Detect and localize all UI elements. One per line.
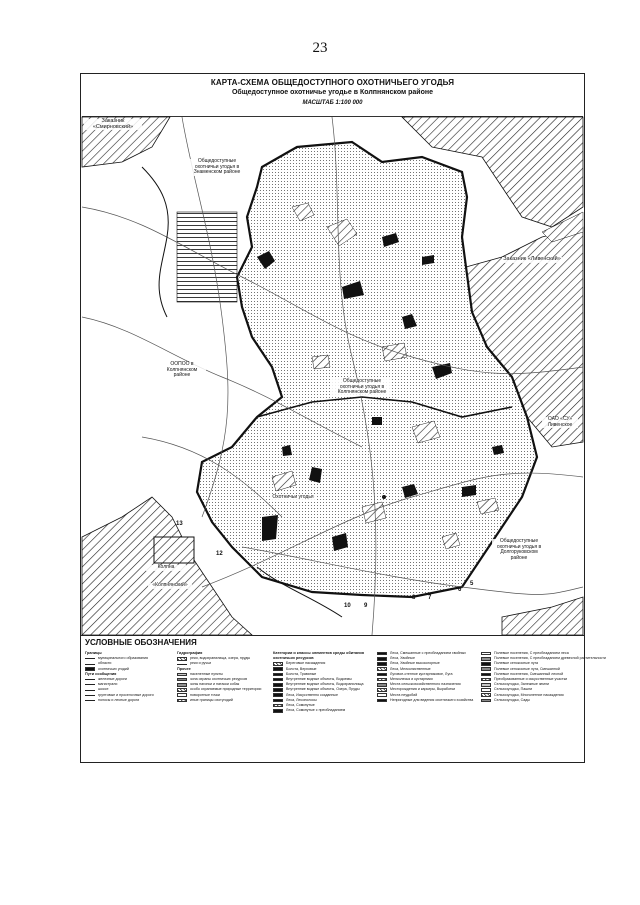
map-sheet [80,73,606,763]
legend-title: УСЛОВНЫЕ ОБОЗНАЧЕНИЯ [85,638,197,647]
legend-label: области [98,661,112,666]
swatch [377,678,387,682]
swatch [177,664,187,665]
swatch [377,673,387,677]
legend-col-4 [377,651,477,703]
swatch [85,658,95,659]
legend-label: Леса, Мелколиственные [390,666,431,671]
legend-label: охотничьих угодий [98,666,129,671]
legend-label: Внутренние водные объекты, Водохранилища [286,682,364,687]
legend-label: Сельхозугодья, Сады [494,697,530,702]
label-okhotnichye: Охотничьи угодья [270,495,316,501]
legend-label: Луговое-степное кустарниковое, Луга [390,671,453,676]
legend-label: Леса, Хвойные высокогорные [390,661,440,666]
legend-item [85,698,171,703]
swatch [85,690,95,691]
swatch [177,693,187,697]
swatch [481,699,491,703]
swatch [377,652,387,656]
legend-label: населенные пункты [190,671,223,676]
map-scale: МАСШТАБ 1:100 000 [302,100,363,106]
swatch [273,709,283,713]
legend-head: Прочее [177,666,191,671]
legend-label: Месторождения и карьеры, Выработки [390,687,456,692]
swatch [481,667,491,671]
legend-label: Полевые поселения, С преобладанием леса [494,651,569,655]
legend-label: Преобразованные и искусственные участки [494,677,568,682]
point-10: 10 [344,603,351,609]
kolpna-settlement [154,537,194,563]
legend-col-3 [273,651,373,713]
label-center: Общедоступные охотничьи угодья в Колпнянском районе [332,379,392,396]
point-6: 6 [458,587,462,593]
legend-label: особо охраняемые природные территории [190,687,262,692]
swatch [377,662,387,666]
label-kolpna: Колпна [146,565,186,571]
swatch [377,667,387,671]
legend-label: полосы и лесные дороги [98,697,140,702]
legend-label: грунтовые и проселочные дороги [98,692,154,697]
swatch [273,704,283,708]
swatch [481,673,491,677]
map-legend [81,635,606,763]
legend-label: Полевые поселения, С преобладанием древесной растительности [494,656,606,661]
swatch [177,678,187,682]
legend-label: Леса, Лесополосы [286,697,317,702]
legend-label: Полевые сенокосные луга [494,661,538,666]
swatch [481,693,491,697]
swatch [481,688,491,692]
map-area[interactable] [82,116,583,635]
swatch [481,652,491,656]
legend-label: Леса, Смешанные с преобладанием хвойных [390,651,466,655]
swatch [377,683,387,687]
swatch [273,683,283,687]
swatch [177,683,187,687]
legend-label: реки и ручьи [190,661,212,666]
point-12: 12 [216,551,223,557]
swatch [85,684,95,685]
swatch [273,693,283,697]
map-header [81,74,584,116]
legend-label: Внутренние водные объекты, Водоемы [286,677,352,682]
legend-label: Леса, Искусственно созданные [286,692,338,697]
swatch [85,667,95,671]
legend-label: Сельхозугодья, Многолетние насаждения [494,692,564,697]
legend-label: Леса, Сомкнутые с преобладанием [286,708,346,713]
legend-head: Гидрография [177,651,203,655]
point-8: 8 [412,595,416,601]
swatch [273,667,283,671]
legend-label: зоны нагонки и натаски собак [190,682,240,687]
swatch [481,662,491,666]
swatch [377,699,387,703]
legend-label: Леса, Сомкнутые [286,703,315,708]
swatch [273,678,283,682]
legend-label: Сельхозугодья, Пашни [494,687,533,692]
label-oopoo: ООПОО в Колпнянском районе [158,362,206,379]
map-subtitle: Общедоступное охотничье угодье в Колпнянском районе [231,89,434,96]
legend-label: Болота, Травяные [286,671,317,676]
swatch [377,693,387,697]
label-kolpnyansky: «Колпнянский» [148,583,192,589]
legend-label: шоссе [98,687,109,692]
legend-col-1 [85,651,171,703]
point-9: 9 [364,603,368,609]
label-se: Общедоступные охотничьи угодья в Долгоруковском районе [492,539,546,561]
swatch [273,673,283,677]
swatch [273,699,283,703]
swatch [377,688,387,692]
legend-label: Сельхозугодья, Залежные земли [494,682,550,687]
legend-item [273,708,373,713]
swatch [273,688,283,692]
settlement-dot [382,495,386,499]
legend-label: Полевые сенокосные луга, Смешанной [494,666,560,671]
swatch [377,657,387,661]
page-number: 23 [312,40,328,56]
legend-label: железные дороги [98,677,127,682]
legend-label: Непригодные для ведения охотничьего хозяйства [390,697,474,702]
point-7: 7 [428,595,432,601]
legend-label: Места сельскохозяйственного назначения [390,682,461,687]
swatch [273,662,283,666]
legend-label: Места неудобий [390,692,418,697]
legend-col-5 [481,651,606,703]
swatch [85,700,95,701]
swatch [177,699,187,703]
swatch [85,695,95,696]
legend-label: реки, водохранилища, озера, пруды [190,656,251,661]
legend-label: Леса, Хвойные [390,656,415,661]
legend-label: муниципального образования [98,656,148,661]
legend-label: магистрали [98,682,118,687]
legend-head: Пути сообщения [85,671,117,676]
legend-label: поворотные точки [190,692,220,697]
point-5: 5 [470,581,474,587]
map-title: КАРТА-СХЕМА ОБЩЕДОСТУПНОГО ОХОТНИЧЬЕГО УГОДЬЯ [210,78,455,87]
label-obshch-nw: Общедоступные охотничьи угодья в Знаменском районе [186,159,248,176]
legend-label: иные границы охотугодий [190,697,233,702]
legend-label: Болота, Верховые [286,666,317,671]
legend-col-2 [177,651,269,703]
point-13: 13 [176,521,183,527]
legend-label: Мелколесья и кустарники [390,677,433,682]
legend-head: Границы [85,651,102,655]
swatch [177,657,187,661]
legend-item [481,698,581,703]
legend-item [177,698,269,703]
legend-label: Полевые поселения, Смешанный лесной [494,671,564,676]
legend-label: зона охраны охотничьих ресурсов [190,677,248,682]
legend-item [377,698,477,703]
swatch [177,673,187,677]
label-east: ОАО «СУ» Ливенское [542,417,578,428]
swatch [481,678,491,682]
swatch [481,657,491,661]
legend-label: Береговые насаждения [286,661,326,666]
swatch [481,683,491,687]
swatch [177,688,187,692]
swatch [85,664,95,665]
legend-label: Внутренние водные объекты, Озера, Пруды [286,687,360,692]
zone-horizontal-lines [177,212,237,302]
swatch [85,679,95,680]
legend-head: Категории и классы элементов среды обитания охотничьих ресурсов [273,651,364,661]
label-smirnovsky: Заказник «Смирновский» [84,119,142,130]
label-livensky: Заказник «Ливенский» [503,256,561,262]
